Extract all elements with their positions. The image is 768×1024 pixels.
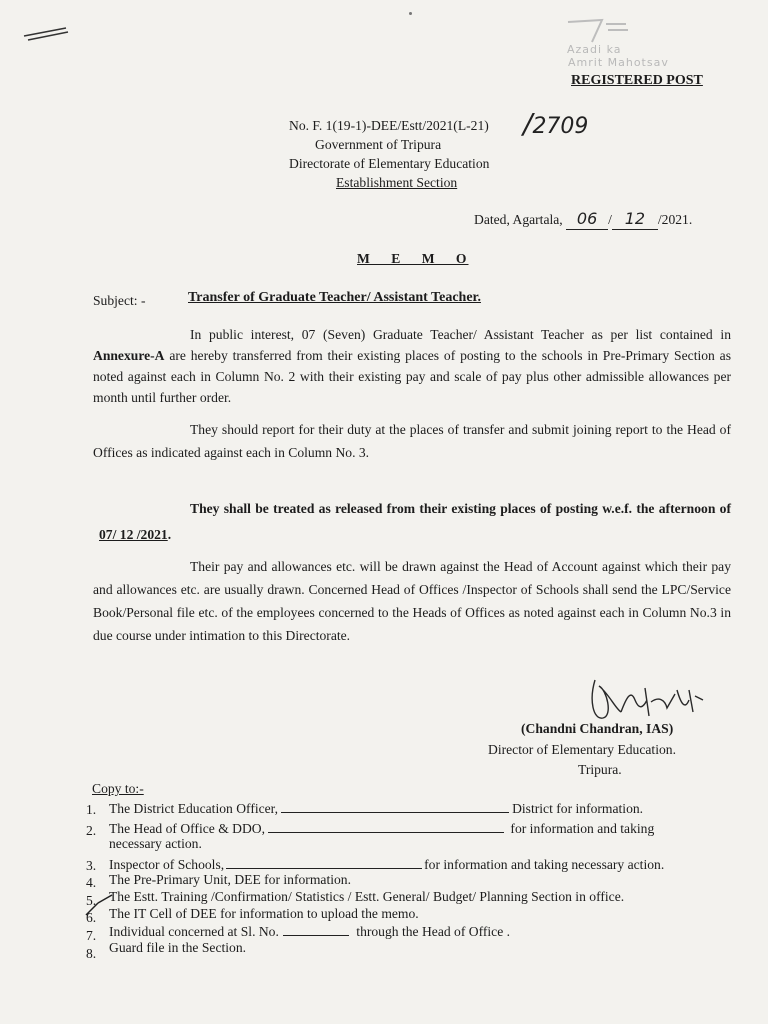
copy-item-text: Individual concerned at Sl. No. [109, 924, 279, 939]
list-number: 1. [86, 802, 97, 817]
handwritten-file-number [523, 107, 588, 140]
date-day: 06 [566, 209, 608, 230]
list-number: 6. [86, 910, 97, 925]
date-month: 12 [612, 209, 658, 230]
copy-item-suffix: for information and taking necessary action. [424, 857, 665, 872]
copy-item-suffix: through the Head of Office . [352, 924, 511, 939]
slash-mark: / [523, 107, 533, 140]
para1-start: In public interest, 07 (Seven) Graduate Teacher/ Assistant Teacher as per list contained in [190, 327, 731, 342]
annexure-ref: Annexure-A [93, 348, 165, 363]
copy-item-text: Inspector of Schools, [109, 857, 225, 872]
list-number: 4. [86, 875, 97, 890]
date-sep-1: / [608, 212, 612, 227]
paragraph-4 [93, 555, 731, 647]
copy-item-3 [109, 856, 664, 873]
azadi-logo-icon [562, 16, 632, 46]
copy-item-text: The District Education Officer, [109, 801, 279, 816]
section-line: Establishment Section [336, 175, 458, 190]
handwritten-number: 2709 [532, 114, 589, 139]
list-number: 8. [86, 946, 97, 961]
date-year: /2021. [657, 212, 693, 227]
copy-item-6: The IT Cell of DEE for information to upload the memo. [109, 906, 419, 921]
copy-item-1 [109, 800, 643, 817]
signatory-place: Tripura. [578, 762, 622, 777]
subject-text: Transfer of Graduate Teacher/ Assistant Teacher. [188, 290, 481, 305]
copy-item-7 [109, 923, 510, 940]
para3-end: . [167, 527, 172, 542]
copy-to-heading: Copy to:- [92, 781, 144, 796]
para3-text: They shall be treated as released from their existing places of posting w.e.f. the afternoon of [190, 501, 731, 516]
date-line [474, 209, 692, 230]
list-number: 7. [86, 928, 97, 943]
dot-mark [409, 12, 412, 15]
directorate-line: Directorate of Elementary Education [289, 156, 490, 171]
file-number: No. F. 1(19-1)-DEE/Estt/2021(L-21) [289, 118, 489, 133]
copy-item-2 [109, 820, 654, 837]
copy-item-8: Guard file in the Section. [109, 940, 247, 955]
fill-blank [281, 800, 509, 813]
list-number: 2. [86, 823, 97, 838]
fill-blank [226, 856, 422, 869]
release-date: 07/ 12 /2021 [99, 527, 168, 542]
copy-item-5: The Estt. Training /Confirmation/ Statistics / Estt. General/ Budget/ Planning Section in office. [109, 889, 625, 904]
signatory-name: (Chandni Chandran, IAS) [521, 721, 674, 736]
government-line: Government of Tripura [315, 137, 442, 152]
dated-label: Dated, Agartala, [474, 212, 563, 227]
paragraph-2 [93, 418, 731, 464]
memo-title: M E M O [357, 251, 469, 266]
paragraph-3 [93, 496, 731, 548]
subject-label: Subject: - [93, 293, 146, 308]
stamp-mark [22, 22, 72, 42]
fill-blank [283, 923, 349, 936]
paragraph-1 [93, 324, 731, 408]
para4-text: Their pay and allowances etc. will be drawn against the Head of Account against which their pay and allowances etc. are usually drawn. Concerned Head of Offices /Inspector of Schools shall send the LPC/Service Book/Personal file etc. of the employees concerned to the Heads of Offices as noted against each in Column No.3 in due course under intimation to this Directorate. [93, 559, 731, 643]
signatory-designation: Director of Elementary Education. [488, 742, 676, 757]
copy-item-suffix: for information and taking [507, 821, 655, 836]
logo-text-line2: Amrit Mahotsav [568, 56, 669, 69]
copy-item-suffix: District for information. [512, 801, 644, 816]
para2-text: They should report for their duty at the places of transfer and submit joining report to the Head of Offices as indicated against each in Column No. 3. [93, 422, 731, 460]
list-number: 5. [86, 893, 97, 908]
registered-post-label: REGISTERED POST [571, 73, 703, 88]
copy-item-2-continued: necessary action. [109, 836, 202, 851]
fill-blank [268, 820, 504, 833]
list-number: 3. [86, 858, 97, 873]
logo-text-line1: Azadi ka [567, 43, 622, 56]
copy-item-4: The Pre-Primary Unit, DEE for information. [109, 872, 351, 887]
copy-item-text: The Head of Office & DDO, [109, 821, 266, 836]
para1-end: are hereby transferred from their existing places of posting to the schools in Pre-Primary Section as noted against each in Column No. 2 with their existing pay and scale of pay plus other admissible allowances per month until further order. [93, 348, 731, 405]
